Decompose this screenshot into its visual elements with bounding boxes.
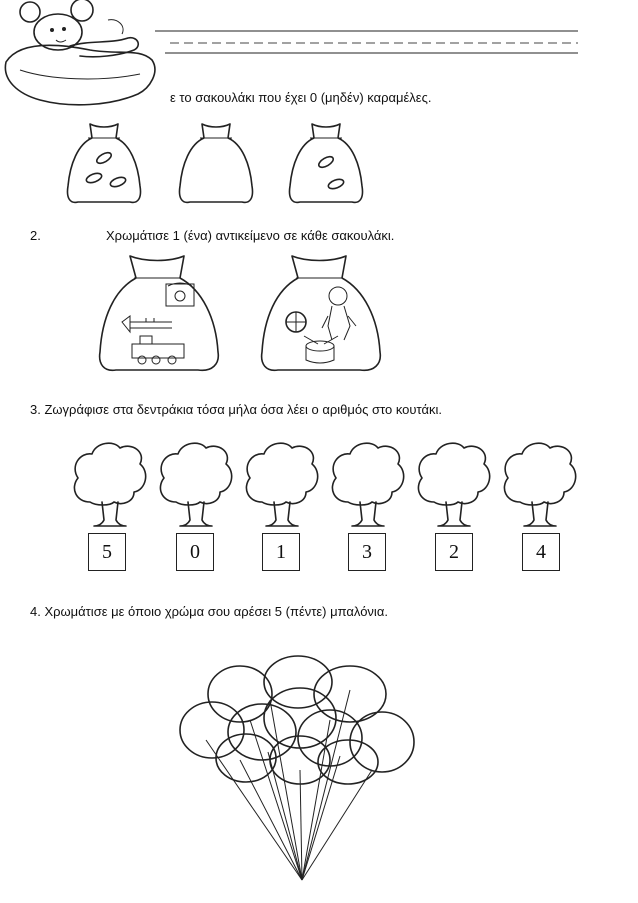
balloon[interactable] (228, 704, 296, 760)
task-4-instruction: 4. Χρωμάτισε με όποιο χρώμα σου αρέσει 5 (πέντε) μπαλόνια. (30, 604, 388, 619)
task-1-instruction: ε το σακουλάκι που έχει 0 (μηδέν) καραμέλες. (170, 90, 432, 105)
tree-number-box: 2 (435, 533, 473, 571)
balloon[interactable] (208, 666, 272, 722)
task-3-instruction: 3. Ζωγράφισε στα δεντράκια τόσα μήλα όσα λέει ο αριθμός στο κουτάκι. (30, 402, 442, 417)
tree-number-box: 3 (348, 533, 386, 571)
balloon[interactable] (264, 688, 336, 748)
tree-number-box: 1 (262, 533, 300, 571)
tree-number-box: 0 (176, 533, 214, 571)
balloon[interactable] (216, 734, 276, 782)
tree-number-box: 4 (522, 533, 560, 571)
task-2-number: 2. (30, 228, 41, 243)
balloon[interactable] (264, 656, 332, 708)
task-2-instruction: Χρωμάτισε 1 (ένα) αντικείμενο σε κάθε σακουλάκι. (106, 228, 395, 243)
tree-number-box: 5 (88, 533, 126, 571)
balloon[interactable] (314, 666, 386, 722)
